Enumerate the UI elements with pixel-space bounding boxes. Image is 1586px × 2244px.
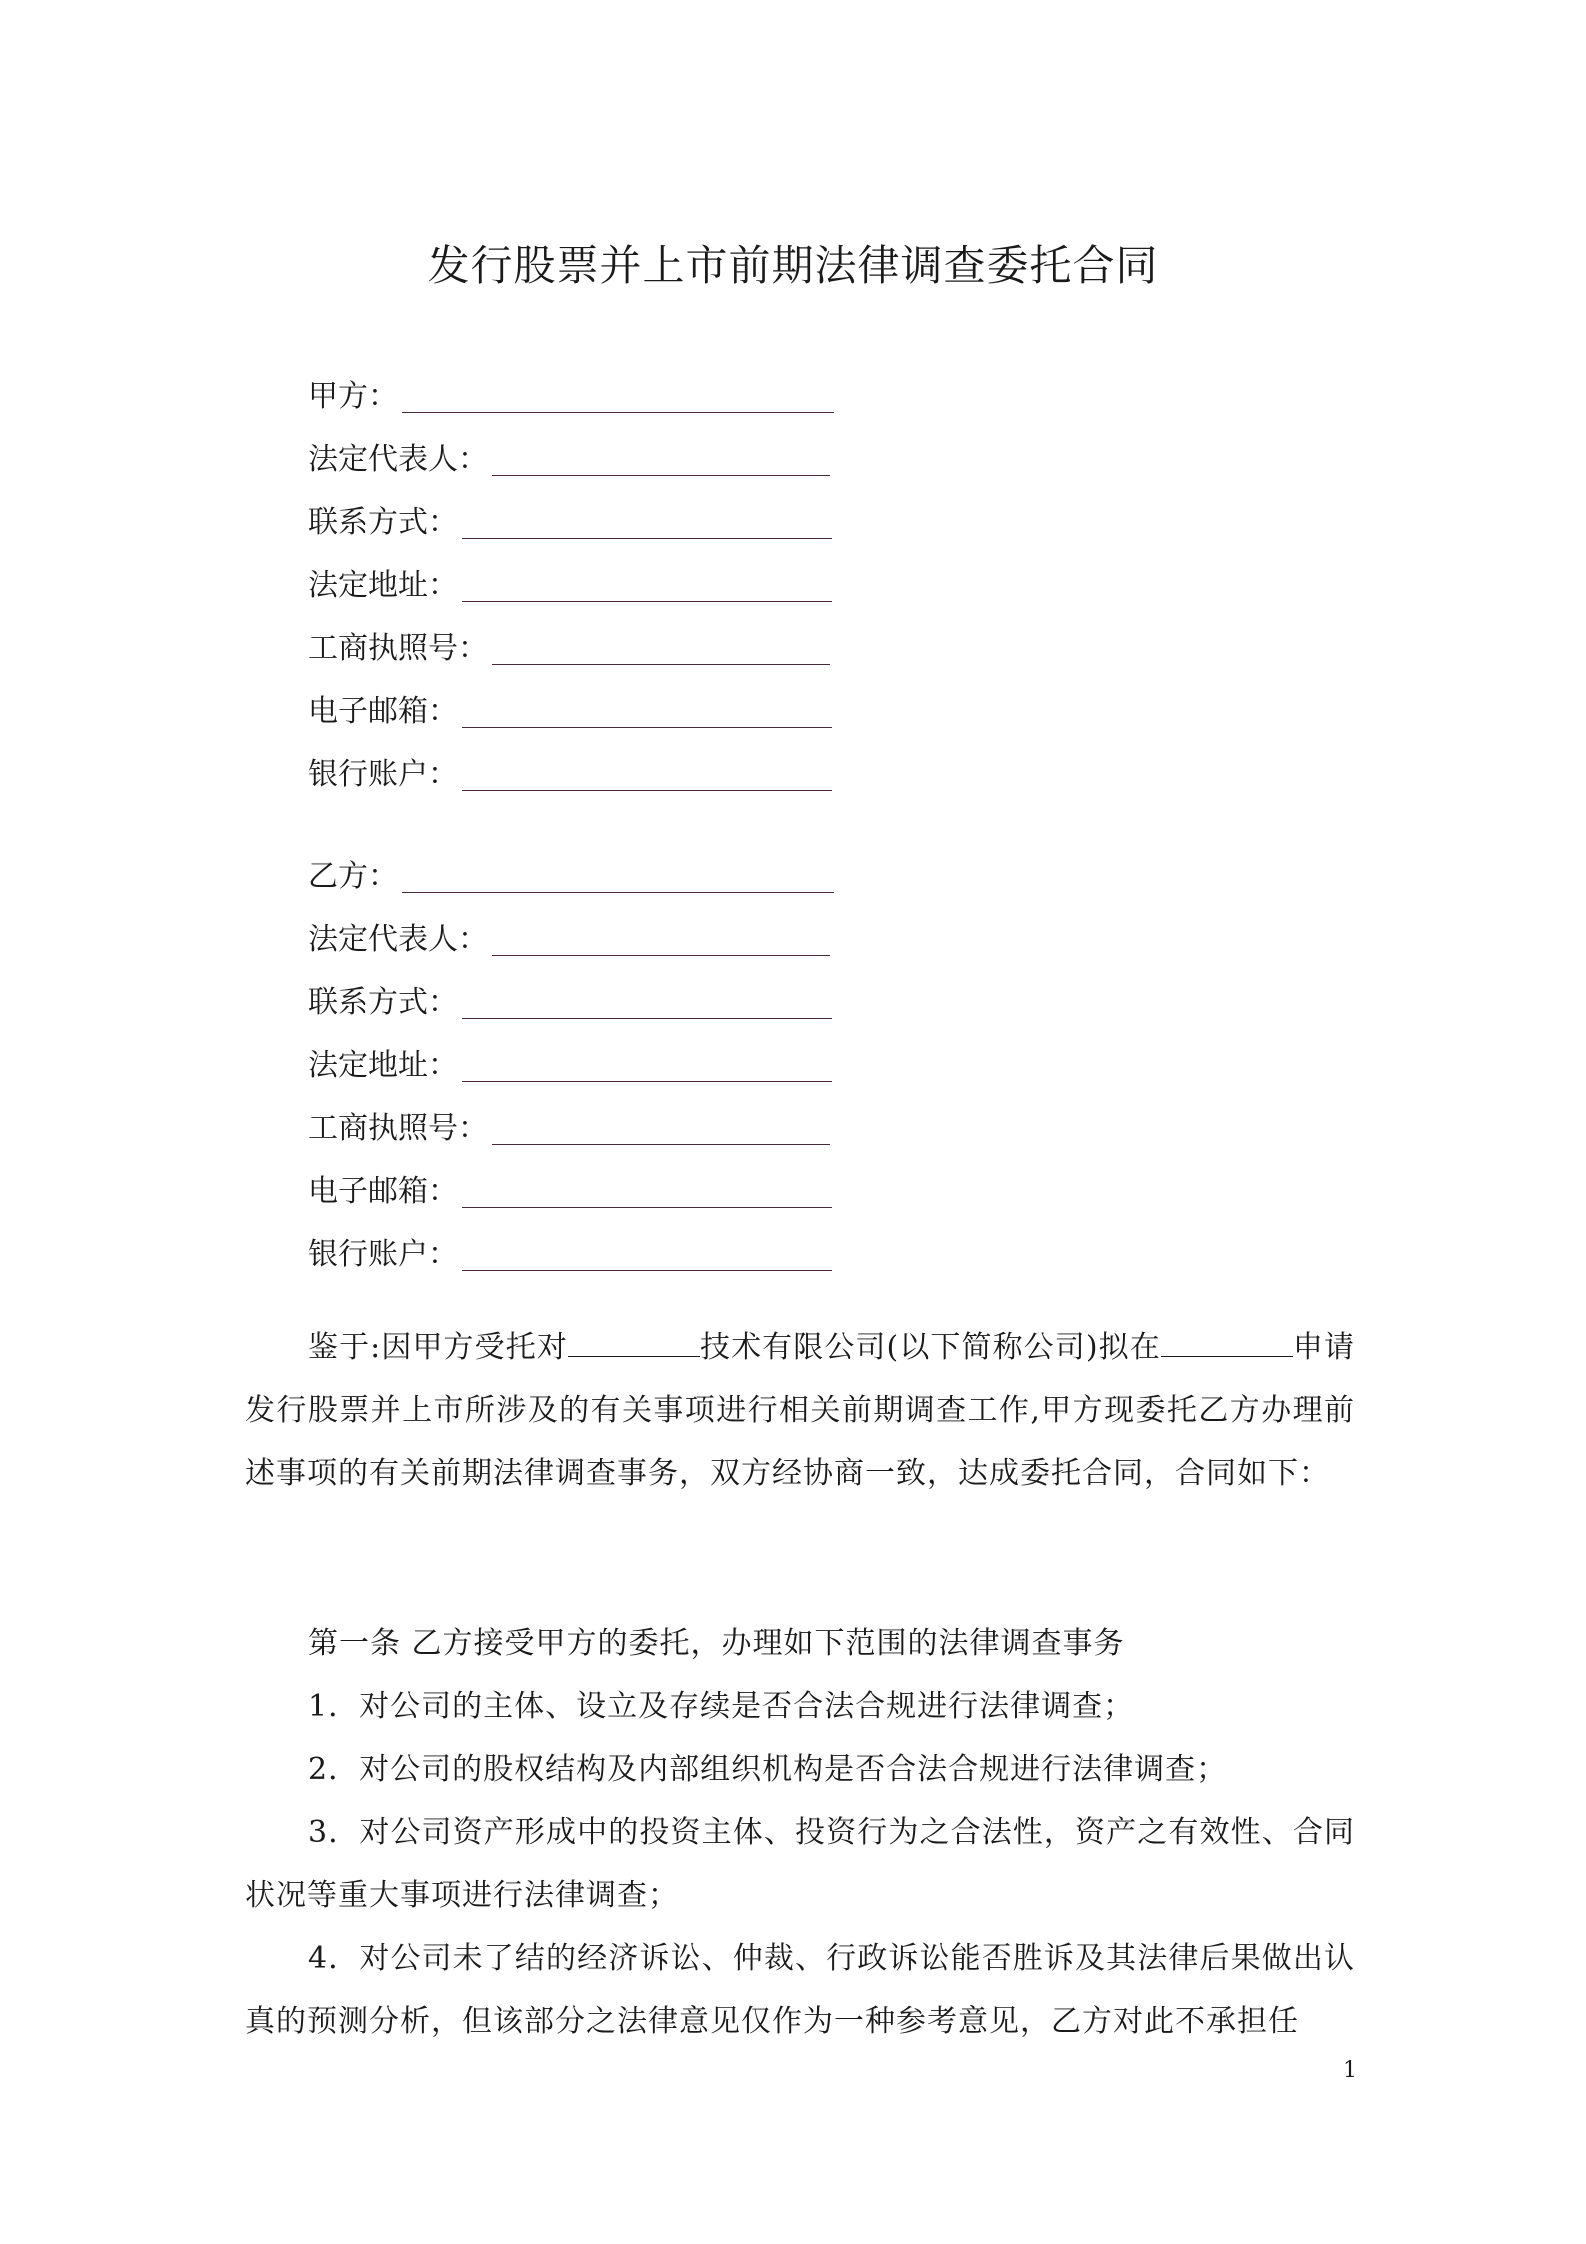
field-label: 工商执照号： xyxy=(308,1111,488,1146)
fill-in-line xyxy=(492,634,830,665)
party-a-contact-field xyxy=(308,482,848,545)
preamble-part3: 申请发行股票并上市所涉及的有关事项进行相关前期调查工作,甲方现委托乙方办理前述事项的有关前期法律调查事务，双方经协商一致，达成委托合同，合同如下： xyxy=(245,1330,1356,1491)
field-label: 法定地址： xyxy=(308,568,458,603)
party-a-bank-field xyxy=(308,734,848,797)
field-label: 法定地址： xyxy=(308,1048,458,1083)
preamble-part2: 技术有限公司(以下简称公司)拟在 xyxy=(699,1330,1161,1365)
party-a-block xyxy=(308,356,848,797)
fill-in-line xyxy=(462,1177,832,1208)
fill-in-line xyxy=(462,988,832,1019)
fill-in-line xyxy=(402,862,834,893)
fill-in-line xyxy=(462,571,832,602)
fill-in-line xyxy=(462,508,832,539)
party-b-name-field xyxy=(308,836,848,899)
field-label: 法定代表人： xyxy=(308,922,488,957)
field-label: 电子邮箱： xyxy=(308,694,458,729)
party-b-address-field xyxy=(308,1025,848,1088)
field-label: 联系方式： xyxy=(308,505,458,540)
document-title: 发行股票并上市前期法律调查委托合同 xyxy=(427,241,1159,290)
party-b-bank-field xyxy=(308,1214,848,1277)
field-label: 电子邮箱： xyxy=(308,1174,458,1209)
fill-in-line xyxy=(492,925,830,956)
fill-in-line xyxy=(492,1114,830,1145)
article-heading: 第一条 乙方接受甲方的委托，办理如下范围的法律调查事务 xyxy=(308,1626,1125,1661)
fill-in-line xyxy=(462,697,832,728)
article-item: 2．对公司的股权结构及内部组织机构是否合法合规进行法律调查； xyxy=(308,1752,1228,1787)
field-label: 联系方式： xyxy=(308,985,458,1020)
blank-exchange xyxy=(1161,1328,1293,1357)
page-number: 1 xyxy=(1343,2058,1357,2083)
article-1 xyxy=(245,1612,1355,2053)
preamble-paragraph xyxy=(245,1316,1355,1505)
party-a-address-field xyxy=(308,545,848,608)
party-b-block xyxy=(308,836,848,1277)
party-a-legal-rep-field xyxy=(308,419,848,482)
field-label: 甲方： xyxy=(308,379,398,414)
party-b-contact-field xyxy=(308,962,848,1025)
fill-in-line xyxy=(462,1240,832,1271)
party-a-license-field xyxy=(308,608,848,671)
party-a-email-field xyxy=(308,671,848,734)
fill-in-line xyxy=(462,760,832,791)
field-label: 乙方： xyxy=(308,859,398,894)
article-item: 4．对公司未了结的经济诉讼、仲裁、行政诉讼能否胜诉及其法律后果做出认真的预测分析，但该部分之法律意见仅作为一种参考意见，乙方对此不承担任 xyxy=(245,1941,1355,2039)
fill-in-line xyxy=(462,1051,832,1082)
article-item: 3．对公司资产形成中的投资主体、投资行为之合法性，资产之有效性、合同状况等重大事项进行法律调查； xyxy=(245,1815,1355,1913)
article-item: 1．对公司的主体、设立及存续是否合法合规进行法律调查； xyxy=(308,1689,1135,1724)
fill-in-line xyxy=(402,382,834,413)
field-label: 银行账户： xyxy=(308,1237,458,1272)
party-b-legal-rep-field xyxy=(308,899,848,962)
preamble-part1: 鉴于:因甲方受托对 xyxy=(308,1330,568,1365)
party-b-license-field xyxy=(308,1088,848,1151)
fill-in-line xyxy=(492,445,830,476)
field-label: 工商执照号： xyxy=(308,631,488,666)
preamble xyxy=(245,1316,1355,1505)
party-b-email-field xyxy=(308,1151,848,1214)
field-label: 银行账户： xyxy=(308,757,458,792)
field-label: 法定代表人： xyxy=(308,442,488,477)
party-a-name-field xyxy=(308,356,848,419)
blank-company-name xyxy=(568,1328,700,1357)
